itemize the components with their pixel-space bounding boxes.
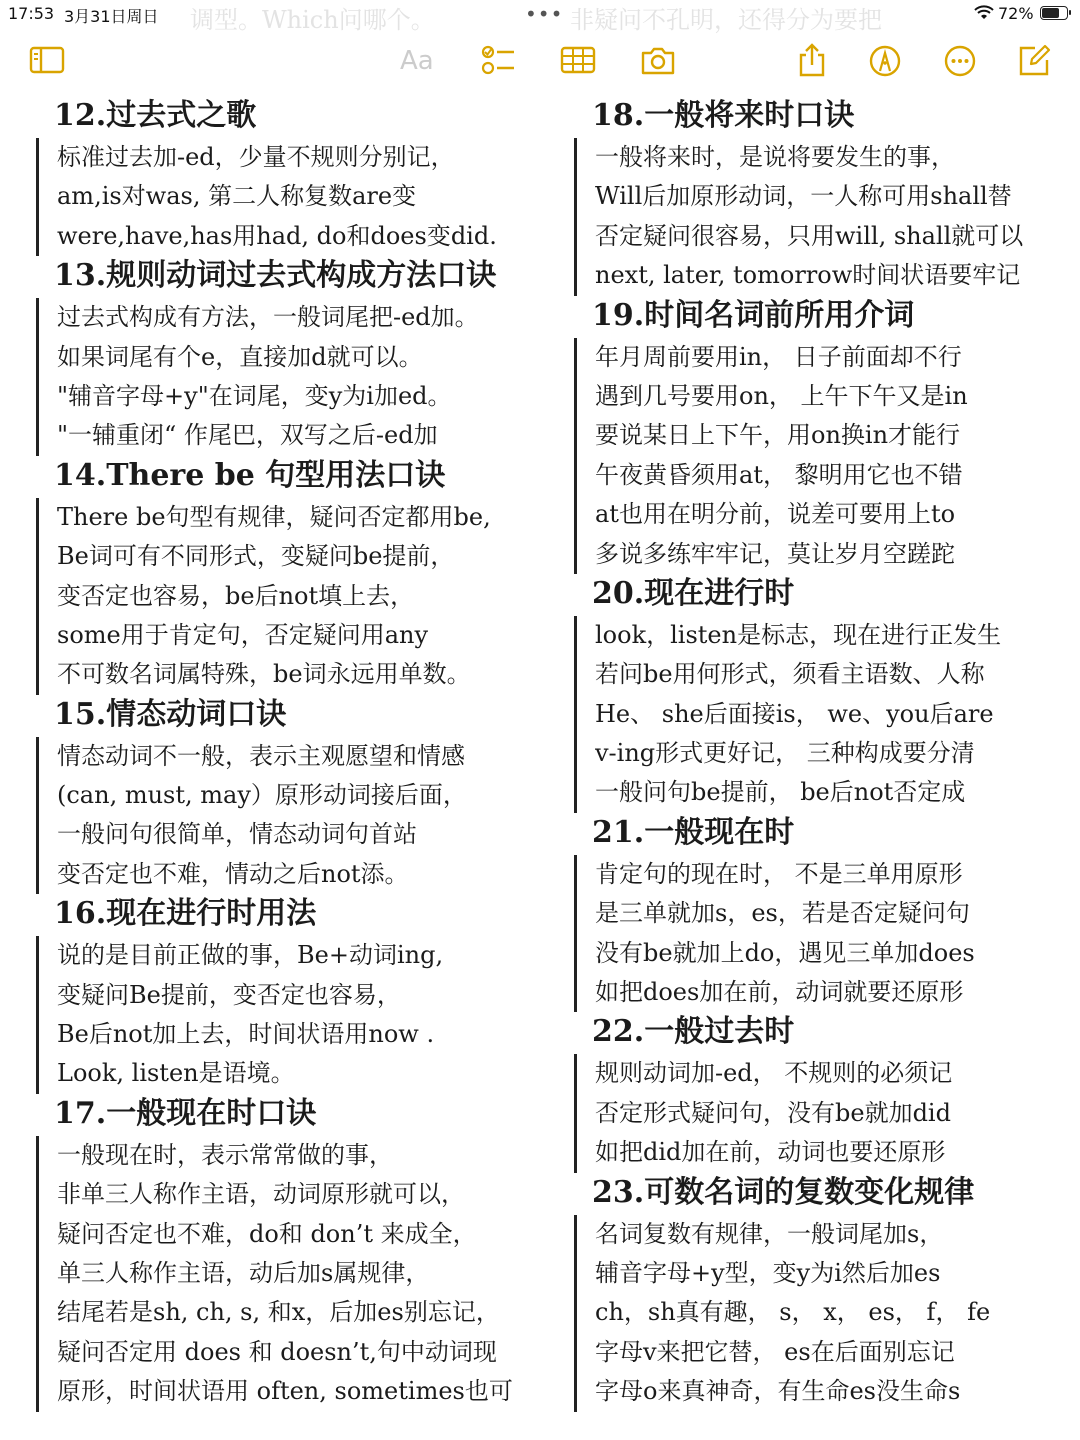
section-heading: 16.现在进行时用法 <box>54 896 317 932</box>
section-body <box>36 498 564 695</box>
section-heading: 21.一般现在时 <box>592 814 795 850</box>
note-section <box>54 695 564 895</box>
more-icon[interactable] <box>940 40 980 80</box>
ghost-text-right: 非疑问不孔明，还得分为要把 <box>570 6 882 34</box>
rhyme-line: There be句型有规律，疑问否定都用be, <box>57 502 491 531</box>
rhyme-line: 说的是目前正做的事，Be+动词ing, <box>57 941 444 970</box>
status-date: 3月31日周日 <box>64 7 159 26</box>
share-icon[interactable] <box>792 40 832 80</box>
rhyme-line: 年月周前要用in， 日子前面却不行 <box>595 342 962 371</box>
note-column-left <box>54 96 564 1412</box>
rhyme-line: (can, must, may）原形动词接后面， <box>57 781 467 810</box>
table-icon[interactable] <box>558 40 598 80</box>
note-section <box>592 1012 1080 1172</box>
note-section <box>592 296 1080 574</box>
section-body <box>574 1054 1080 1172</box>
rhyme-line: 规则动词加-ed， 不规则的必须记 <box>595 1059 953 1088</box>
section-body <box>574 616 1080 813</box>
note-section <box>592 813 1080 1013</box>
battery-fill <box>1042 8 1059 18</box>
rhyme-line: 变否定也不难，情动之后not添。 <box>57 859 409 888</box>
rhyme-line: Be词可有不同形式，变疑问be提前， <box>57 542 455 571</box>
rhyme-line: Be后not加上去，时间状语用now . <box>57 1020 435 1049</box>
rhyme-line: v-ing形式更好记， 三种构成要分清 <box>595 739 975 768</box>
camera-icon[interactable] <box>638 40 678 80</box>
section-heading: 19.时间名词前所用介词 <box>592 297 915 333</box>
notes-toolbar <box>0 40 1080 86</box>
ghost-text-left: 调型。Which问哪个。 <box>190 6 435 34</box>
rhyme-line: 否定形式疑问句，没有be就加did <box>595 1098 951 1127</box>
section-heading: 20.现在进行时 <box>592 575 795 611</box>
section-heading: 14.There be 句型用法口诀 <box>54 457 446 493</box>
rhyme-line: 疑问否定用 does 和 doesn’t,句中动词现 <box>57 1337 497 1366</box>
checklist-icon[interactable] <box>478 40 518 80</box>
section-body <box>574 338 1080 574</box>
note-section <box>54 1094 564 1412</box>
section-body <box>36 138 564 256</box>
rhyme-line: 字母v来把它替， es在后面别忘记 <box>595 1337 955 1366</box>
rhyme-line: 一般将来时，是说将要发生的事， <box>595 143 955 171</box>
rhyme-line: Look, listen是语境。 <box>57 1059 295 1088</box>
rhyme-line: 若问be用何形式，须看主语数、人称 <box>595 660 985 689</box>
section-body <box>36 1136 564 1412</box>
status-time: 17:53 <box>8 4 55 23</box>
rhyme-line: 多说多练牢牢记，莫让岁月空蹉跎 <box>595 539 955 568</box>
section-body <box>574 1215 1080 1412</box>
note-section <box>592 96 1080 296</box>
rhyme-line: 辅音字母+y型，变y为i然后加es <box>595 1258 941 1287</box>
rhyme-line: ch，sh真有趣， s， x， es， f， fe <box>595 1298 991 1327</box>
rhyme-line: 要说某日上下午，用on换in才能行 <box>595 421 961 450</box>
section-body <box>36 298 564 456</box>
rhyme-line: 结尾若是sh, ch, s, 和x，后加es别忘记， <box>57 1298 500 1327</box>
note-section <box>54 256 564 456</box>
rhyme-line: 不可数名词属特殊，be词永远用单数。 <box>57 660 471 689</box>
rhyme-line: Will后加原形动词，一人称可用shall替 <box>595 182 1012 211</box>
battery-icon <box>1040 6 1068 20</box>
rhyme-line: "一辅重闭“ 作尾巴，双写之后-ed加 <box>57 421 438 450</box>
rhyme-line: were,have,has用had, do和does变did. <box>57 221 497 250</box>
section-heading: 12.过去式之歌 <box>54 98 257 133</box>
section-body <box>36 737 564 895</box>
note-section <box>54 456 564 695</box>
rhyme-line: 肯定句的现在时， 不是三单用原形 <box>595 859 963 888</box>
rhyme-line: 午夜黄昏须用at， 黎明用它也不错 <box>595 460 963 489</box>
section-heading: 18.一般将来时口诀 <box>592 98 855 133</box>
rhyme-line: look，listen是标志，现在进行正发生 <box>595 620 1002 649</box>
rhyme-line: 非单三人称作主语，动词原形就可以， <box>57 1180 465 1209</box>
rhyme-line: 遇到几号要用on， 上午下午又是in <box>595 381 968 410</box>
rhyme-line: 如把did加在前，动词也要还原形 <box>595 1138 946 1167</box>
section-body <box>36 936 564 1094</box>
rhyme-line: 如把does加在前，动词就要还原形 <box>595 978 964 1007</box>
status-bar <box>0 0 1080 30</box>
rhyme-line: "辅音字母+y"在词尾，变y为i加ed。 <box>57 381 452 410</box>
rhyme-line: 一般问句很简单，情态动词句首站 <box>57 820 417 849</box>
section-heading: 15.情态动词口诀 <box>54 696 287 732</box>
section-heading: 17.一般现在时口诀 <box>54 1095 317 1131</box>
rhyme-line: 情态动词不一般，表示主观愿望和情感 <box>57 741 465 770</box>
rhyme-line: He、 she后面接is， we、you后are <box>595 699 994 728</box>
rhyme-line: 一般现在时，表示常常做的事， <box>57 1140 393 1169</box>
rhyme-line: some用于肯定句，否定疑问用any <box>57 620 429 649</box>
multitask-dots-icon[interactable]: ••• <box>525 2 564 26</box>
rhyme-line: 名词复数有规律，一般词尾加s， <box>595 1219 944 1248</box>
rhyme-line: 变否定也容易，be后not填上去， <box>57 581 415 610</box>
rhyme-line: 是三单就加s，es，若是否定疑问句 <box>595 899 970 928</box>
section-heading: 13.规则动词过去式构成方法口诀 <box>54 258 497 294</box>
rhyme-line: 疑问否定也不难，do和 don’t 来成全， <box>57 1219 477 1248</box>
section-body <box>574 855 1080 1013</box>
rhyme-line: 标准过去加-ed，少量不规则分别记， <box>57 143 455 171</box>
rhyme-line: am,is对was, 第二人称复数are变 <box>57 182 417 211</box>
section-body <box>574 138 1080 296</box>
section-heading: 23.可数名词的复数变化规律 <box>592 1174 975 1210</box>
note-section <box>592 1173 1080 1412</box>
note-section <box>54 96 564 256</box>
rhyme-line: 一般问句be提前， be后not否定成 <box>595 778 966 807</box>
rhyme-line: at也用在明分前，说差可要用上to <box>595 500 956 529</box>
rhyme-line: 如果词尾有个e，直接加d就可以。 <box>57 342 423 371</box>
section-heading: 22.一般过去时 <box>592 1014 795 1050</box>
rhyme-line: 过去式构成有方法，一般词尾把-ed加。 <box>57 303 479 332</box>
battery-percent: 72% <box>998 4 1034 23</box>
rhyme-line: next, later, tomorrow时间状语要牢记 <box>595 261 1021 290</box>
format-text-button[interactable]: Aa <box>400 46 434 76</box>
rhyme-line: 字母o来真神奇，有生命es没生命s <box>595 1377 961 1406</box>
note-column-right <box>592 96 1080 1412</box>
markup-icon[interactable] <box>865 40 905 80</box>
rhyme-line: 否定疑问很容易，只用will, shall就可以 <box>595 221 1024 250</box>
sidebar-icon[interactable] <box>27 40 67 80</box>
note-section <box>592 574 1080 813</box>
rhyme-line: 单三人称作主语，动后加s属规律， <box>57 1258 430 1287</box>
wifi-icon <box>974 5 994 25</box>
note-section <box>54 894 564 1094</box>
compose-icon[interactable] <box>1014 40 1054 80</box>
rhyme-line: 原形，时间状语用 often, sometimes也可 <box>57 1377 513 1406</box>
rhyme-line: 变疑问Be提前，变否定也容易， <box>57 980 401 1009</box>
rhyme-line: 没有be就加上do，遇见三单加does <box>595 938 975 967</box>
